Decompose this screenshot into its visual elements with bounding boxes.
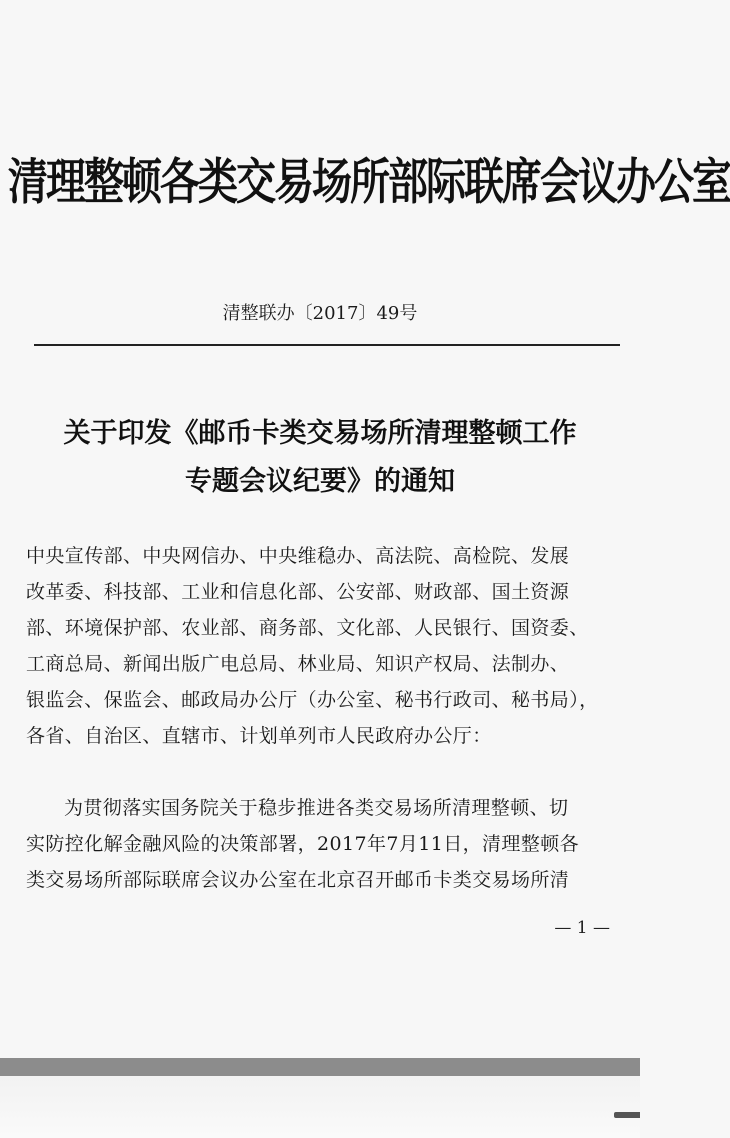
notice-title-line: 关于印发《邮币卡类交易场所清理整顿工作 <box>63 418 577 449</box>
body-line: 为贯彻落实国务院关于稳步推进各类交易场所清理整顿、切 <box>64 797 569 819</box>
recipients-line: 部、环境保护部、农业部、商务部、文化部、人民银行、国资委、 <box>26 617 589 639</box>
body-paragraph <box>26 790 618 898</box>
scan-bottom-edge-band <box>0 1058 640 1076</box>
recipients-line: 中央宣传部、中央网信办、中央维稳办、高法院、高检院、发展 <box>26 545 570 567</box>
recipients-list <box>26 538 618 754</box>
notice-title-line: 专题会议纪要》的通知 <box>185 466 455 497</box>
scan-bottom-margin <box>0 1076 640 1138</box>
body-line: 实防控化解金融风险的决策部署，2017年7月11日，清理整顿各 <box>26 833 580 855</box>
body-line: 类交易场所部际联席会议办公室在北京召开邮币卡类交易场所清 <box>26 869 570 891</box>
notice-title <box>0 410 640 506</box>
scan-corner-mark <box>614 1112 640 1118</box>
recipients-line: 银监会、保监会、邮政局办公厅（办公室、秘书行政司、秘书局）， <box>26 689 599 711</box>
document-number: 清整联办〔2017〕49号 <box>222 303 418 324</box>
page-number: — 1 — <box>554 918 610 938</box>
recipients-line: 各省、自治区、直辖市、计划单列市人民政府办公厅： <box>26 725 492 747</box>
header-divider-line <box>34 344 620 346</box>
recipients-line: 工商总局、新闻出版广电总局、林业局、知识产权局、法制办、 <box>26 653 570 675</box>
issuing-organization-title: 清理整顿各类交易场所部际联席会议办公室 <box>8 153 730 211</box>
recipients-line: 改革委、科技部、工业和信息化部、公安部、财政部、国土资源 <box>26 581 570 603</box>
